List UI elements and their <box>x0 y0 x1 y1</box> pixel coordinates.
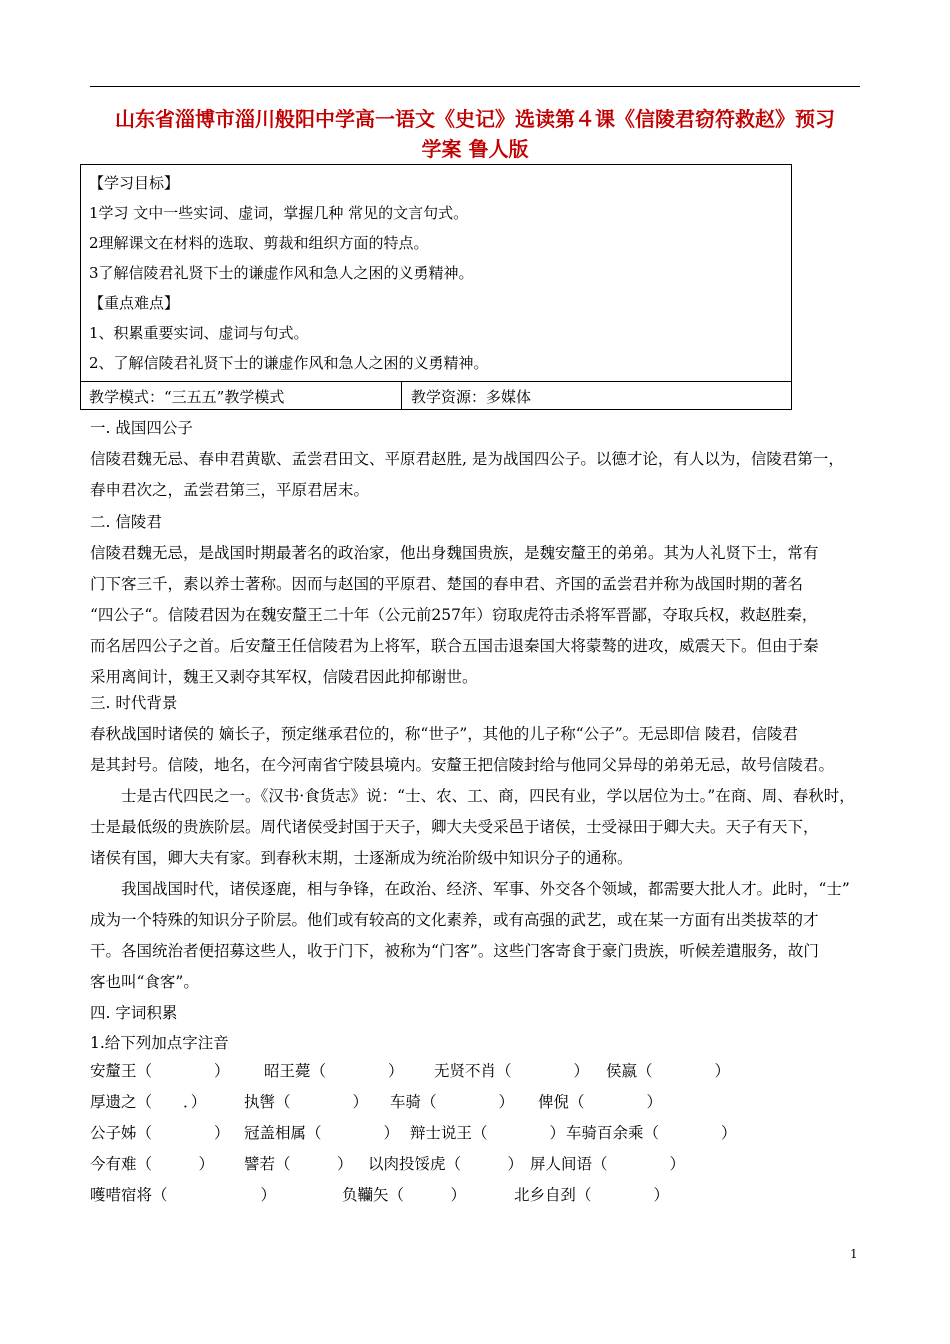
text-line: 春秋战国时诸侯的 嫡长子，预定继承君位的，称“世子”，其他的儿子称“公子”。无忌即信 陵君，信陵君 <box>90 725 799 743</box>
page-number: 1 <box>850 1247 858 1261</box>
section-1-heading: 一. 战国四公子 <box>90 419 193 437</box>
table-column-divider <box>401 381 402 409</box>
pronunciation-item: 以肉投馁虎（ ） <box>368 1155 524 1173</box>
section-3-paragraph-1 <box>90 719 862 781</box>
key-item: 2、了解信陵君礼贤下士的谦虚作风和急人之困的义勇精神。 <box>89 354 489 372</box>
section-2-body <box>90 538 862 693</box>
pronunciation-item: 北乡自刭（ ） <box>514 1186 670 1204</box>
text-line: 是其封号。信陵，地名，在今河南省宁陵县境内。安釐王把信陵封给与他同父异母的弟弟无忌，故号信陵君。 <box>90 756 835 774</box>
goals-heading: 【学习目标】 <box>89 174 180 192</box>
pronunciation-item: 俾倪（ ） <box>538 1093 663 1111</box>
section-3-paragraph-2 <box>90 781 862 874</box>
text-line: 春申君次之，孟尝君第三，平原君居末。 <box>90 481 370 499</box>
text-line: 干。各国统治者便招募这些人，收于门下，被称为“门客”。这些门客寄食于豪门贵族，听候差遣服务，故门 <box>90 942 819 960</box>
pronunciation-item: 无贤不肖（ ） <box>434 1062 590 1080</box>
pronunciation-item: 厚遗之（ ．） <box>90 1093 207 1111</box>
objectives-table <box>80 164 792 410</box>
pronunciation-item: 今有难（ ） <box>90 1155 215 1173</box>
section-4-heading: 四. 字词积累 <box>90 1004 178 1022</box>
header-rule <box>90 86 860 87</box>
section-2-heading: 二. 信陵君 <box>90 513 162 531</box>
pronunciation-item: 安釐王（ ） <box>90 1062 230 1080</box>
goal-item: 2理解课文在材料的选取、剪裁和组织方面的特点。 <box>89 234 429 252</box>
goal-item: 1学习 文中一些实词、虚词，掌握几种 常见的文言句式。 <box>89 204 469 222</box>
pronunciation-item: 嚄唶宿将（ ） <box>90 1186 277 1204</box>
pronunciation-item: 侯嬴（ ） <box>606 1062 731 1080</box>
pronunciation-item: 车骑（ ） <box>390 1093 515 1111</box>
section-1-body <box>90 444 862 506</box>
text-line: 客也叫“食客”。 <box>90 973 199 991</box>
text-line: 门下客三千，素以养士著称。因而与赵国的平原君、楚国的春申君、齐国的孟尝君并称为战国时期的著名 <box>90 575 804 593</box>
pronunciation-item: 负韊矢（ ） <box>342 1186 467 1204</box>
text-line: 成为一个特殊的知识分子阶层。他们或有较高的文化素养，或有高强的武艺，或在某一方面有出类拔萃的才 <box>90 911 819 929</box>
title-line-2: 学案 鲁人版 <box>421 137 529 161</box>
pronunciation-item: 车骑百余乘（ ） <box>566 1124 737 1142</box>
teaching-mode: 教学模式：“三五五”教学模式 <box>89 388 285 406</box>
section-3-paragraph-3 <box>90 874 862 998</box>
text-line: 而名居四公子之首。后安釐王任信陵君为上将军，联合五国击退秦国大将蒙骜的进攻，威震天下。但由于秦 <box>90 637 819 655</box>
table-divider <box>81 381 791 382</box>
key-heading: 【重点难点】 <box>89 294 180 312</box>
pronunciation-item: 昭王薨（ ） <box>264 1062 404 1080</box>
section-3-heading: 三. 时代背景 <box>90 694 178 712</box>
pronunciation-item: 屏人间语（ ） <box>530 1155 686 1173</box>
pronunciation-item: 公子姊（ ） <box>90 1124 230 1142</box>
pronunciation-item: 譬若（ ） <box>244 1155 353 1173</box>
pronunciation-item: 冠盖相属（ ） <box>244 1124 400 1142</box>
text-line: 士是古代四民之一。《汉书·食货志》说：“士、农、工、商，四民有业，学以居位为士。”在商、周、春秋时， <box>90 787 855 805</box>
goal-item: 3了解信陵君礼贤下士的谦虚作风和急人之困的义勇精神。 <box>89 264 474 282</box>
text-line: 诸侯有国，卿大夫有家。到春秋末期，士逐渐成为统治阶级中知识分子的通称。 <box>90 849 633 867</box>
pronunciation-item: 辩士说王（ ） <box>410 1124 566 1142</box>
title-line-1: 山东省淄博市淄川般阳中学高一语文《史记》选读第４课《信陵君窃符救赵》预习 <box>115 107 835 131</box>
text-line: 士是最低级的贵族阶层。周代诸侯受封国于天子，卿大夫受采邑于诸侯，士受禄田于卿大夫。天子有天下， <box>90 818 819 836</box>
teaching-resource: 教学资源：多媒体 <box>411 388 532 406</box>
pronunciation-item: 执辔（ ） <box>244 1093 369 1111</box>
text-line: 我国战国时代，诸侯逐鹿，相与争锋，在政治、经济、军事、外交各个领域，都需要大批人才。此时，“士” <box>90 880 850 898</box>
text-line: 信陵君魏无忌、春申君黄歇、孟尝君田文、平原君赵胜, 是为战国四公子。以德才论，有人以为，信陵君第一， <box>90 450 844 468</box>
text-line: 采用离间计，魏王又剥夺其军权，信陵君因此抑郁谢世。 <box>90 668 478 686</box>
key-item: 1、积累重要实词、虚词与句式。 <box>89 324 309 342</box>
section-4-subheading: 1.给下列加点字注音 <box>90 1034 229 1052</box>
text-line: “四公子“。信陵君因为在魏安釐王二十年（公元前257年）窃取虎符击杀将军晋鄙，夺取兵权，救赵胜秦， <box>90 606 818 624</box>
text-line: 信陵君魏无忌，是战国时期最著名的政治家，他出身魏国贵族，是魏安釐王的弟弟。其为人礼贤下士，常有 <box>90 544 819 562</box>
document-title <box>80 104 870 164</box>
